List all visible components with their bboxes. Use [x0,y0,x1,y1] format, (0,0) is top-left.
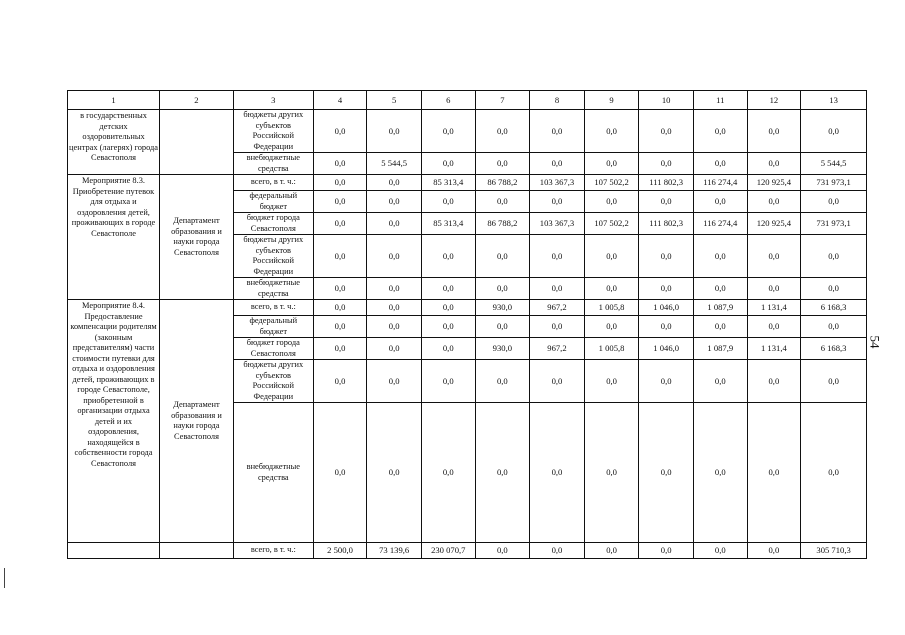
value-cell: 0,0 [801,110,867,153]
value-cell: 5 544,5 [801,153,867,175]
value-cell: 0,0 [421,278,475,300]
header-cell: 13 [801,91,867,110]
value-cell: 1 005,8 [584,338,639,360]
funding-source-cell: бюджеты других субъектов Российской Федерации [233,360,313,403]
value-cell: 0,0 [313,360,367,403]
funding-source-cell: федеральный бюджет [233,191,313,213]
value-cell: 0,0 [747,403,801,543]
value-cell: 0,0 [313,213,367,235]
value-cell: 1 131,4 [747,300,801,316]
activity-label-cell: Мероприятие 8.3. Приобретение путевок для отдыха и оздоровления детей, проживающих в городе Севастополе [68,175,160,300]
value-cell: 6 168,3 [801,300,867,316]
value-cell: 0,0 [367,235,422,278]
value-cell: 0,0 [475,360,530,403]
value-cell: 0,0 [639,278,694,300]
value-cell: 0,0 [801,360,867,403]
value-cell: 0,0 [313,316,367,338]
funding-source-cell: всего, в т. ч.: [233,300,313,316]
value-cell: 0,0 [367,191,422,213]
activity-label-cell: Мероприятие 8.4. Предоставление компенсации родителям (законным представителям) части стоимости путевки для отдыха и оздоровления детей, проживающих в городе Севастополе, приобретенной в организации отдыха детей и их оздоровления, находящейся в собственности города Севастополя [68,300,160,543]
header-cell: 11 [693,91,747,110]
page-number: 54 [867,335,883,349]
value-cell: 0,0 [801,316,867,338]
value-cell: 0,0 [421,403,475,543]
value-cell: 0,0 [367,360,422,403]
value-cell: 0,0 [747,278,801,300]
value-cell: 0,0 [584,191,639,213]
value-cell: 0,0 [747,360,801,403]
value-cell: 0,0 [801,278,867,300]
budget-table [67,90,867,559]
value-cell: 0,0 [639,110,694,153]
header-cell: 1 [68,91,160,110]
value-cell: 0,0 [747,316,801,338]
funding-source-cell: внебюджетные средства [233,278,313,300]
value-cell: 0,0 [421,338,475,360]
header-cell: 8 [530,91,585,110]
value-cell: 0,0 [530,153,585,175]
value-cell: 107 502,2 [584,175,639,191]
value-cell: 0,0 [747,543,801,559]
value-cell: 0,0 [801,403,867,543]
value-cell: 0,0 [693,316,747,338]
value-cell: 0,0 [530,316,585,338]
value-cell: 6 168,3 [801,338,867,360]
table-row [68,300,867,316]
value-cell: 0,0 [530,543,585,559]
value-cell: 0,0 [475,153,530,175]
value-cell: 0,0 [313,338,367,360]
value-cell: 0,0 [367,300,422,316]
value-cell: 305 710,3 [801,543,867,559]
value-cell: 0,0 [747,153,801,175]
value-cell: 0,0 [639,153,694,175]
activity-label-cell [68,543,160,559]
value-cell: 0,0 [313,191,367,213]
funding-source-cell: бюджеты других субъектов Российской Федерации [233,110,313,153]
value-cell: 0,0 [421,110,475,153]
value-cell: 1 131,4 [747,338,801,360]
value-cell: 86 788,2 [475,175,530,191]
value-cell: 1 087,9 [693,338,747,360]
value-cell: 116 274,4 [693,175,747,191]
table-row [68,543,867,559]
department-cell: Департамент образования и науки города Севастополя [160,175,234,300]
value-cell: 0,0 [367,338,422,360]
value-cell: 731 973,1 [801,213,867,235]
value-cell: 0,0 [367,175,422,191]
funding-source-cell: бюджет города Севастополя [233,213,313,235]
header-cell: 5 [367,91,422,110]
value-cell: 0,0 [639,543,694,559]
funding-source-cell: бюджеты других субъектов Российской Федерации [233,235,313,278]
value-cell: 0,0 [421,300,475,316]
value-cell: 0,0 [639,316,694,338]
value-cell: 0,0 [475,235,530,278]
value-cell: 1 087,9 [693,300,747,316]
value-cell: 0,0 [530,110,585,153]
funding-source-cell: внебюджетные средства [233,403,313,543]
value-cell: 0,0 [801,191,867,213]
value-cell: 0,0 [313,110,367,153]
header-cell: 3 [233,91,313,110]
value-cell: 0,0 [475,543,530,559]
value-cell: 0,0 [367,316,422,338]
value-cell: 0,0 [367,278,422,300]
scan-artifact [4,568,5,588]
value-cell: 0,0 [584,403,639,543]
value-cell: 0,0 [367,403,422,543]
value-cell: 930,0 [475,338,530,360]
value-cell: 2 500,0 [313,543,367,559]
value-cell: 0,0 [530,403,585,543]
value-cell: 0,0 [475,278,530,300]
value-cell: 0,0 [475,110,530,153]
value-cell: 0,0 [693,360,747,403]
value-cell: 0,0 [313,300,367,316]
value-cell: 0,0 [801,235,867,278]
value-cell: 0,0 [693,543,747,559]
header-cell: 6 [421,91,475,110]
value-cell: 107 502,2 [584,213,639,235]
value-cell: 230 070,7 [421,543,475,559]
value-cell: 0,0 [584,110,639,153]
header-cell: 12 [747,91,801,110]
value-cell: 0,0 [584,235,639,278]
value-cell: 0,0 [367,213,422,235]
value-cell: 85 313,4 [421,213,475,235]
header-row [68,91,867,110]
value-cell: 85 313,4 [421,175,475,191]
value-cell: 0,0 [693,153,747,175]
value-cell: 0,0 [693,191,747,213]
value-cell: 0,0 [530,278,585,300]
header-cell: 4 [313,91,367,110]
value-cell: 0,0 [693,110,747,153]
value-cell: 0,0 [747,235,801,278]
funding-source-cell: бюджет города Севастополя [233,338,313,360]
value-cell: 0,0 [747,191,801,213]
value-cell: 0,0 [584,153,639,175]
value-cell: 0,0 [693,235,747,278]
value-cell: 0,0 [639,360,694,403]
value-cell: 0,0 [421,316,475,338]
value-cell: 0,0 [693,403,747,543]
department-cell [160,110,234,175]
value-cell: 86 788,2 [475,213,530,235]
value-cell: 0,0 [639,403,694,543]
value-cell: 0,0 [584,316,639,338]
department-cell [160,543,234,559]
value-cell: 111 802,3 [639,175,694,191]
value-cell: 116 274,4 [693,213,747,235]
value-cell: 120 925,4 [747,175,801,191]
value-cell: 967,2 [530,338,585,360]
value-cell: 0,0 [421,153,475,175]
header-cell: 10 [639,91,694,110]
funding-source-cell: всего, в т. ч.: [233,543,313,559]
value-cell: 0,0 [313,278,367,300]
funding-source-cell: всего, в т. ч.: [233,175,313,191]
value-cell: 0,0 [747,110,801,153]
value-cell: 0,0 [313,403,367,543]
value-cell: 1 005,8 [584,300,639,316]
value-cell: 0,0 [421,191,475,213]
value-cell: 0,0 [367,110,422,153]
value-cell: 111 802,3 [639,213,694,235]
department-cell: Департамент образования и науки города Севастополя [160,300,234,543]
value-cell: 5 544,5 [367,153,422,175]
table-body [68,91,867,559]
value-cell: 73 139,6 [367,543,422,559]
value-cell: 731 973,1 [801,175,867,191]
value-cell: 0,0 [313,175,367,191]
funding-source-cell: внебюджетные средства [233,153,313,175]
value-cell: 120 925,4 [747,213,801,235]
funding-source-cell: федеральный бюджет [233,316,313,338]
value-cell: 0,0 [584,360,639,403]
value-cell: 0,0 [475,316,530,338]
value-cell: 0,0 [530,191,585,213]
header-cell: 7 [475,91,530,110]
value-cell: 103 367,3 [530,175,585,191]
value-cell: 0,0 [530,360,585,403]
value-cell: 0,0 [475,403,530,543]
value-cell: 0,0 [421,235,475,278]
value-cell: 0,0 [313,235,367,278]
value-cell: 0,0 [421,360,475,403]
value-cell: 0,0 [639,191,694,213]
value-cell: 0,0 [475,191,530,213]
activity-label-cell: в государственных детских оздоровительных центрах (лагерях) города Севастополя [68,110,160,175]
value-cell: 103 367,3 [530,213,585,235]
value-cell: 1 046,0 [639,338,694,360]
value-cell: 0,0 [584,278,639,300]
value-cell: 0,0 [584,543,639,559]
value-cell: 0,0 [639,235,694,278]
value-cell: 967,2 [530,300,585,316]
header-cell: 9 [584,91,639,110]
table-row [68,110,867,153]
value-cell: 1 046,0 [639,300,694,316]
value-cell: 0,0 [693,278,747,300]
table-row [68,175,867,191]
value-cell: 0,0 [313,153,367,175]
value-cell: 0,0 [530,235,585,278]
header-cell: 2 [160,91,234,110]
value-cell: 930,0 [475,300,530,316]
